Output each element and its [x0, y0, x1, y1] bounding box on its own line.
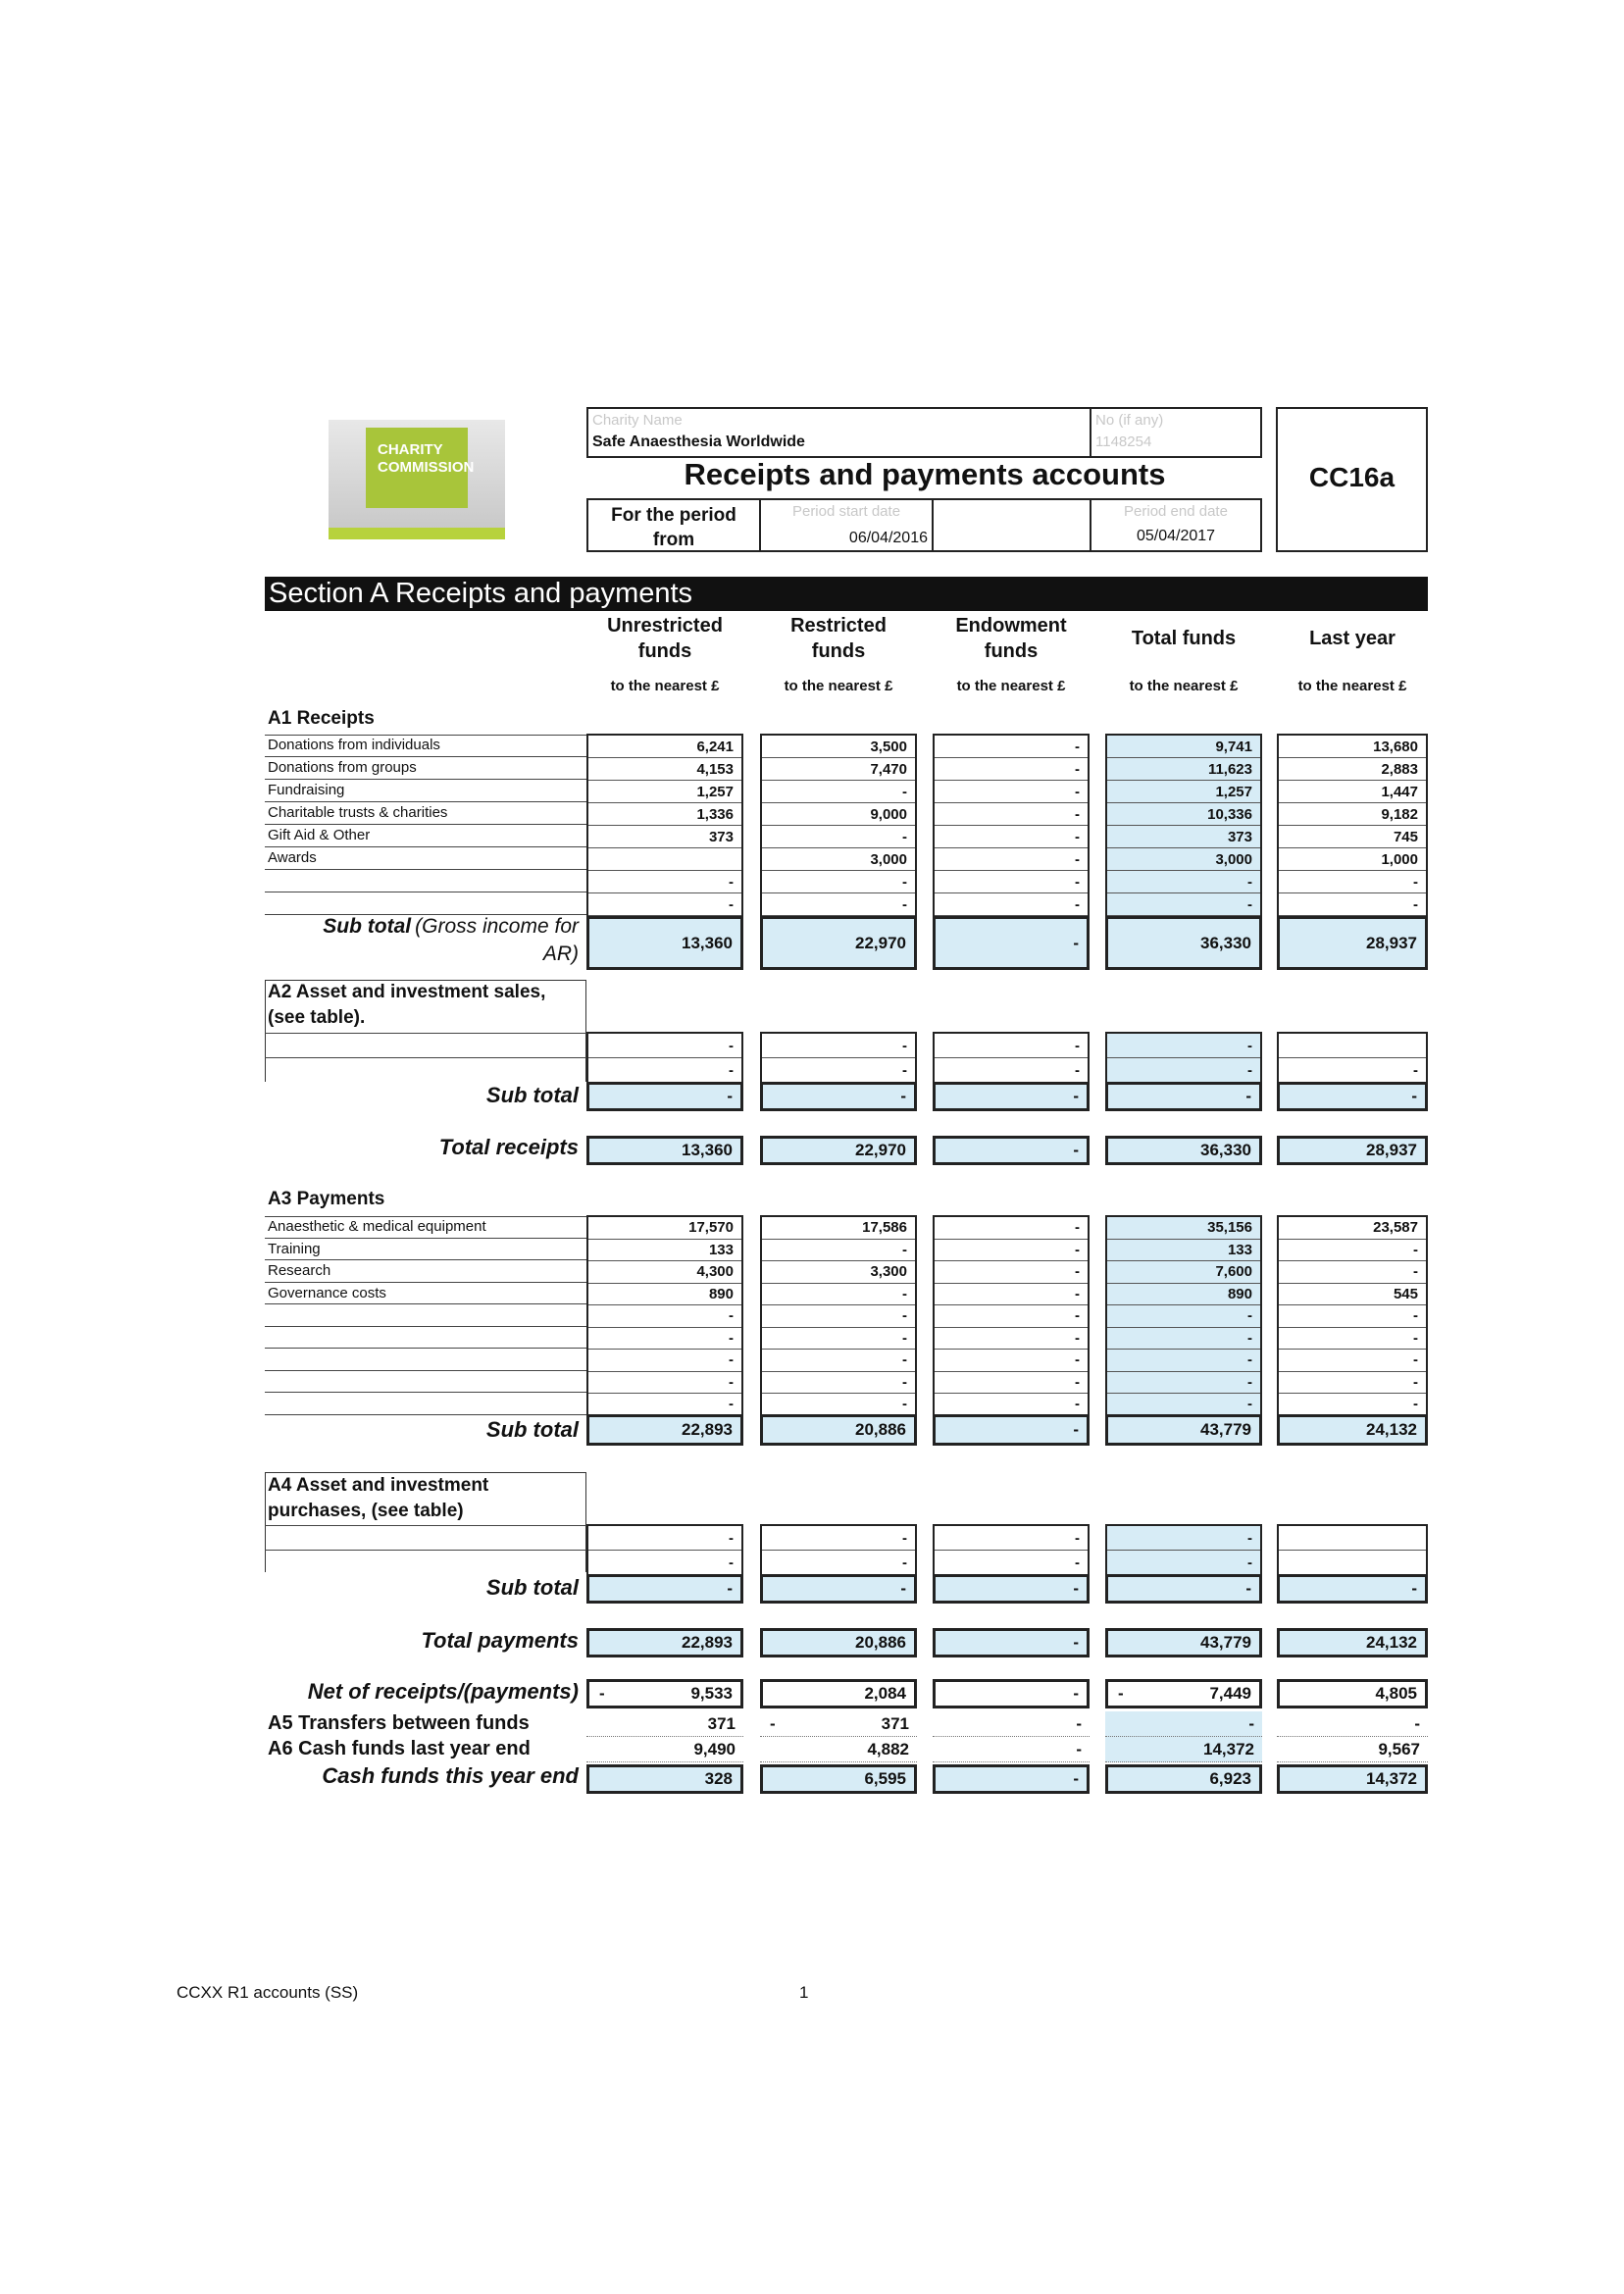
table-cell: - [935, 1526, 1088, 1551]
a4-row-line [265, 1550, 586, 1551]
table-cell: 7,600 [1107, 1261, 1260, 1284]
period-start-date: 06/04/2016 [848, 530, 928, 546]
a5-value: - [1076, 1714, 1082, 1733]
column-box-4 [1105, 1524, 1262, 1576]
table-cell: - [1107, 1350, 1260, 1372]
net-value: 4,805 [1375, 1684, 1417, 1703]
table-cell: - [935, 803, 1088, 826]
cash-cell-3: - [933, 1764, 1090, 1794]
a2-subtotal-2: - [760, 1082, 917, 1111]
cash-cell-4: 6,923 [1105, 1764, 1262, 1794]
row-label [265, 1349, 586, 1371]
row-label: Research [265, 1260, 586, 1283]
table-cell [588, 848, 741, 871]
a4-subtotal-3: - [933, 1574, 1090, 1604]
row-label: Charitable trusts & charities [265, 802, 586, 825]
table-cell: 545 [1279, 1284, 1426, 1306]
table-cell: 1,257 [588, 781, 741, 803]
a2-heading [268, 980, 545, 1031]
total-payments-5: 24,132 [1277, 1628, 1428, 1657]
column-box-4 [1105, 1032, 1262, 1084]
a5-label: A5 Transfers between funds [268, 1712, 530, 1734]
cash-cell-5: 14,372 [1277, 1764, 1428, 1794]
period-start-label: Period start date [791, 503, 901, 520]
net-cell-4 [1105, 1679, 1262, 1708]
a4-heading [268, 1473, 488, 1524]
logo-line-2: COMMISSION [378, 459, 475, 476]
charity-commission-logo [329, 420, 505, 539]
a1-subtotal-2: 22,970 [760, 916, 917, 970]
table-cell: 6,241 [588, 736, 741, 758]
a5-cell-3 [933, 1711, 1090, 1737]
total-payments-2: 20,886 [760, 1628, 917, 1657]
section-a-title: Section A Receipts and payments [265, 577, 1428, 611]
row-label: Training [265, 1239, 586, 1261]
net-label: Net of receipts/(payments) [307, 1679, 579, 1704]
a6-cell-5: 9,567 [1277, 1737, 1428, 1762]
net-value: - [1073, 1684, 1079, 1703]
a3-subtotal-2: 20,886 [760, 1414, 917, 1446]
table-cell: - [1279, 1350, 1426, 1372]
column-box-5 [1277, 1215, 1428, 1417]
table-cell: - [588, 1551, 741, 1575]
a3-subtotal-5: 24,132 [1277, 1414, 1428, 1446]
table-cell: 4,300 [588, 1261, 741, 1284]
net-value: 7,449 [1209, 1684, 1251, 1703]
table-cell: - [935, 1372, 1088, 1395]
a3-subtotal-3: - [933, 1414, 1090, 1446]
column-header-line-2: funds [637, 640, 692, 662]
a3-heading: A3 Payments [268, 1189, 385, 1209]
table-cell: - [762, 1350, 915, 1372]
row-label: Gift Aid & Other [265, 825, 586, 847]
net-value: 9,533 [690, 1684, 733, 1703]
table-cell: - [762, 1328, 915, 1351]
table-cell: 133 [1107, 1240, 1260, 1262]
column-box-4 [1105, 734, 1262, 917]
logo-line-1: CHARITY [378, 441, 443, 458]
a4-subtotal-5: - [1277, 1574, 1428, 1604]
table-cell: - [588, 1394, 741, 1416]
column-box-3 [933, 1215, 1090, 1417]
column-unit-4: to the nearest £ [1129, 678, 1239, 694]
column-box-2 [760, 1032, 917, 1084]
period-blank-box [932, 498, 1091, 552]
table-cell: 890 [1107, 1284, 1260, 1306]
table-cell: - [762, 893, 915, 916]
a1-subtotal-label [265, 913, 579, 968]
period-end-box [1090, 498, 1262, 552]
table-cell: - [1279, 893, 1426, 916]
a2-row-line [265, 1057, 586, 1058]
table-cell: 1,000 [1279, 848, 1426, 871]
table-cell: 7,470 [762, 758, 915, 781]
page-number: 1 [799, 1983, 809, 2002]
form-code: CC16a [1308, 462, 1396, 492]
table-cell [1279, 1551, 1426, 1575]
column-header-line-2: funds [811, 640, 866, 662]
a2-heading-1: A2 Asset and investment sales, [268, 982, 546, 1002]
a6-label: A6 Cash funds last year end [268, 1738, 531, 1759]
charity-name: Safe Anaesthesia Worldwide [592, 433, 805, 450]
a5-cell-1 [586, 1711, 743, 1737]
column-header-4 [1105, 626, 1262, 651]
subtotal-note-2: AR) [542, 943, 579, 965]
a5-value: 371 [707, 1714, 736, 1733]
charity-name-label: Charity Name [592, 412, 683, 429]
table-cell: - [762, 1526, 915, 1551]
row-label [265, 1371, 586, 1394]
column-box-5 [1277, 1032, 1428, 1084]
row-label: Donations from individuals [265, 735, 586, 757]
total-receipts-4: 36,330 [1105, 1136, 1262, 1165]
table-cell: - [762, 1240, 915, 1262]
column-header-line-2: funds [984, 640, 1039, 662]
cash-cell-1: 328 [586, 1764, 743, 1794]
total-receipts-label: Total receipts [438, 1135, 579, 1159]
table-cell: - [935, 1350, 1088, 1372]
total-payments-4: 43,779 [1105, 1628, 1262, 1657]
period-start-box [759, 498, 934, 552]
table-cell: 17,570 [588, 1217, 741, 1240]
period-label-1: For the period [611, 505, 736, 526]
row-label [265, 1393, 586, 1415]
row-label [265, 870, 586, 892]
net-value: 2,084 [864, 1684, 906, 1703]
column-unit-1: to the nearest £ [610, 678, 720, 694]
table-cell: - [1279, 1058, 1426, 1083]
charity-number: 1148254 [1095, 433, 1152, 450]
a2-subtotal-label: Sub total [485, 1083, 579, 1107]
a1-subtotal-4: 36,330 [1105, 916, 1262, 970]
column-box-1 [586, 1215, 743, 1417]
a5-cell-4 [1105, 1711, 1262, 1737]
charity-number-label: No (if any) [1095, 412, 1164, 429]
table-cell: - [588, 1526, 741, 1551]
total-payments-3: - [933, 1628, 1090, 1657]
column-box-3 [933, 734, 1090, 917]
table-cell: - [1107, 1034, 1260, 1058]
column-header-line-1: Last year [1309, 628, 1396, 649]
row-label [265, 1327, 586, 1350]
row-label: Governance costs [265, 1283, 586, 1305]
table-cell: 2,883 [1279, 758, 1426, 781]
table-cell: 3,500 [762, 736, 915, 758]
table-cell: - [588, 1328, 741, 1351]
table-cell [1279, 1526, 1426, 1551]
table-cell: 10,336 [1107, 803, 1260, 826]
a1-subtotal-3: - [933, 916, 1090, 970]
column-header-2 [760, 613, 917, 664]
row-label [265, 892, 586, 915]
table-cell: - [762, 871, 915, 893]
column-box-2 [760, 1215, 917, 1417]
column-box-4 [1105, 1215, 1262, 1417]
cash-label: Cash funds this year end [322, 1763, 579, 1788]
page-title: Receipts and payments accounts [684, 457, 1166, 491]
column-header-3 [933, 613, 1090, 664]
table-cell: 890 [588, 1284, 741, 1306]
table-cell: - [1107, 1526, 1260, 1551]
table-cell: - [762, 1551, 915, 1575]
table-cell: 1,336 [588, 803, 741, 826]
form-code-box [1276, 407, 1428, 552]
a3-subtotal-label: Sub total [485, 1417, 579, 1442]
column-box-5 [1277, 734, 1428, 917]
column-box-2 [760, 734, 917, 917]
a5-value: - [1414, 1714, 1420, 1733]
a5-prefix: - [770, 1714, 776, 1733]
a2-subtotal-5: - [1277, 1082, 1428, 1111]
a1-subtotal-5: 28,937 [1277, 916, 1428, 970]
table-cell: - [588, 1372, 741, 1395]
table-cell: 11,623 [1107, 758, 1260, 781]
column-box-1 [586, 1524, 743, 1576]
period-label-box [586, 498, 761, 552]
total-payments-1: 22,893 [586, 1628, 743, 1657]
table-cell: - [935, 826, 1088, 848]
table-cell: - [588, 893, 741, 916]
column-unit-2: to the nearest £ [784, 678, 893, 694]
table-cell [1279, 1034, 1426, 1058]
column-box-3 [933, 1032, 1090, 1084]
net-cell-3 [933, 1679, 1090, 1708]
subtotal-word: Sub total [323, 915, 412, 938]
table-cell: - [1107, 893, 1260, 916]
a1-subtotal-1: 13,360 [586, 916, 743, 970]
column-box-1 [586, 1032, 743, 1084]
table-cell: - [935, 1551, 1088, 1575]
table-cell: - [935, 1284, 1088, 1306]
table-cell: - [935, 1034, 1088, 1058]
table-cell: 9,000 [762, 803, 915, 826]
table-cell: - [1107, 1394, 1260, 1416]
table-cell: - [1279, 1372, 1426, 1395]
table-cell: - [935, 736, 1088, 758]
table-cell: - [588, 1034, 741, 1058]
table-cell: - [1279, 1328, 1426, 1351]
a2-subtotal-1: - [586, 1082, 743, 1111]
table-cell: - [935, 1240, 1088, 1262]
a4-subtotal-label: Sub total [485, 1575, 579, 1600]
table-cell: - [1107, 1058, 1260, 1083]
table-cell: - [935, 1394, 1088, 1416]
column-box-1 [586, 734, 743, 917]
a5-value: 371 [881, 1714, 909, 1733]
a6-cell-3: - [933, 1737, 1090, 1762]
table-cell: 23,587 [1279, 1217, 1426, 1240]
column-box-2 [760, 1524, 917, 1576]
table-cell: - [762, 1034, 915, 1058]
a3-subtotal-4: 43,779 [1105, 1414, 1262, 1446]
column-box-5 [1277, 1524, 1428, 1576]
period-end-label: Period end date [1124, 503, 1228, 520]
a2-row-line [265, 1033, 586, 1034]
table-cell: 373 [588, 826, 741, 848]
table-cell: 3,000 [1107, 848, 1260, 871]
a4-heading-2: purchases, (see table) [268, 1501, 464, 1521]
cash-cell-2: 6,595 [760, 1764, 917, 1794]
table-cell: 3,000 [762, 848, 915, 871]
net-cell-5 [1277, 1679, 1428, 1708]
table-cell: 4,153 [588, 758, 741, 781]
table-cell: - [935, 1261, 1088, 1284]
a4-subtotal-2: - [760, 1574, 917, 1604]
table-cell: - [762, 1284, 915, 1306]
net-cell-1 [586, 1679, 743, 1708]
table-cell: - [1279, 871, 1426, 893]
net-prefix: - [599, 1684, 605, 1703]
table-cell: 373 [1107, 826, 1260, 848]
table-cell: - [935, 848, 1088, 871]
a4-row-line [265, 1525, 586, 1526]
subtotal-note: (Gross income for [415, 915, 579, 938]
a5-cell-2 [760, 1711, 917, 1737]
a6-cell-1: 9,490 [586, 1737, 743, 1762]
table-cell: - [1279, 1305, 1426, 1328]
a4-subtotal-1: - [586, 1574, 743, 1604]
table-cell: - [1107, 1305, 1260, 1328]
table-cell: - [762, 1305, 915, 1328]
table-cell: 3,300 [762, 1261, 915, 1284]
period-label-2: from [652, 530, 695, 550]
table-cell: - [588, 1058, 741, 1083]
a3-subtotal-1: 22,893 [586, 1414, 743, 1446]
column-box-3 [933, 1524, 1090, 1576]
table-cell: - [935, 1217, 1088, 1240]
a2-heading-2: (see table). [268, 1007, 366, 1028]
table-cell: - [935, 1328, 1088, 1351]
column-unit-3: to the nearest £ [956, 678, 1066, 694]
charity-number-box [1090, 407, 1262, 458]
table-cell: - [935, 893, 1088, 916]
table-cell: 133 [588, 1240, 741, 1262]
column-header-5 [1277, 626, 1428, 651]
a5-cell-5 [1277, 1711, 1428, 1737]
a4-heading-1: A4 Asset and investment [268, 1475, 489, 1496]
column-header-line-1: Restricted [790, 615, 887, 637]
table-cell: - [1279, 1240, 1426, 1262]
column-header-line-1: Unrestricted [607, 615, 723, 637]
net-prefix: - [1118, 1684, 1124, 1703]
column-unit-5: to the nearest £ [1297, 678, 1407, 694]
column-header-line-1: Endowment [955, 615, 1067, 637]
a2-subtotal-4: - [1105, 1082, 1262, 1111]
table-cell: - [588, 1305, 741, 1328]
table-cell: 9,182 [1279, 803, 1426, 826]
table-cell: - [935, 1305, 1088, 1328]
table-cell: 1,447 [1279, 781, 1426, 803]
row-label: Donations from groups [265, 757, 586, 780]
table-cell: - [1107, 1551, 1260, 1575]
table-cell: - [1107, 1372, 1260, 1395]
row-label: Fundraising [265, 780, 586, 802]
table-cell: - [935, 871, 1088, 893]
table-cell: - [762, 781, 915, 803]
column-header-line-1: Total funds [1131, 628, 1237, 649]
table-cell: - [762, 826, 915, 848]
table-cell: - [762, 1394, 915, 1416]
table-cell: 13,680 [1279, 736, 1426, 758]
table-cell: - [935, 1058, 1088, 1083]
table-cell: 17,586 [762, 1217, 915, 1240]
a6-cell-2: 4,882 [760, 1737, 917, 1762]
table-cell: - [762, 1372, 915, 1395]
net-cell-2 [760, 1679, 917, 1708]
a1-heading: A1 Receipts [268, 708, 375, 729]
table-cell: - [762, 1058, 915, 1083]
charity-name-box [586, 407, 1091, 458]
table-cell: - [1107, 871, 1260, 893]
table-cell: - [588, 871, 741, 893]
period-end-date: 05/04/2017 [1136, 528, 1216, 544]
total-receipts-3: - [933, 1136, 1090, 1165]
total-receipts-5: 28,937 [1277, 1136, 1428, 1165]
row-label: Anaesthetic & medical equipment [265, 1216, 586, 1239]
table-cell: - [1279, 1394, 1426, 1416]
total-receipts-1: 13,360 [586, 1136, 743, 1165]
table-cell: - [1279, 1261, 1426, 1284]
table-cell: 1,257 [1107, 781, 1260, 803]
row-label [265, 1304, 586, 1327]
table-cell: - [1107, 1328, 1260, 1351]
a4-subtotal-4: - [1105, 1574, 1262, 1604]
a6-cell-4: 14,372 [1105, 1737, 1262, 1762]
table-cell: - [935, 781, 1088, 803]
column-header-1 [586, 613, 743, 664]
footer-reference: CCXX R1 accounts (SS) [177, 1983, 359, 2002]
table-cell: 745 [1279, 826, 1426, 848]
a5-value: - [1248, 1714, 1254, 1733]
total-payments-label: Total payments [421, 1628, 579, 1653]
row-label: Awards [265, 847, 586, 870]
table-cell: 9,741 [1107, 736, 1260, 758]
a2-subtotal-3: - [933, 1082, 1090, 1111]
table-cell: - [588, 1350, 741, 1372]
table-cell: - [935, 758, 1088, 781]
total-receipts-2: 22,970 [760, 1136, 917, 1165]
table-cell: 35,156 [1107, 1217, 1260, 1240]
